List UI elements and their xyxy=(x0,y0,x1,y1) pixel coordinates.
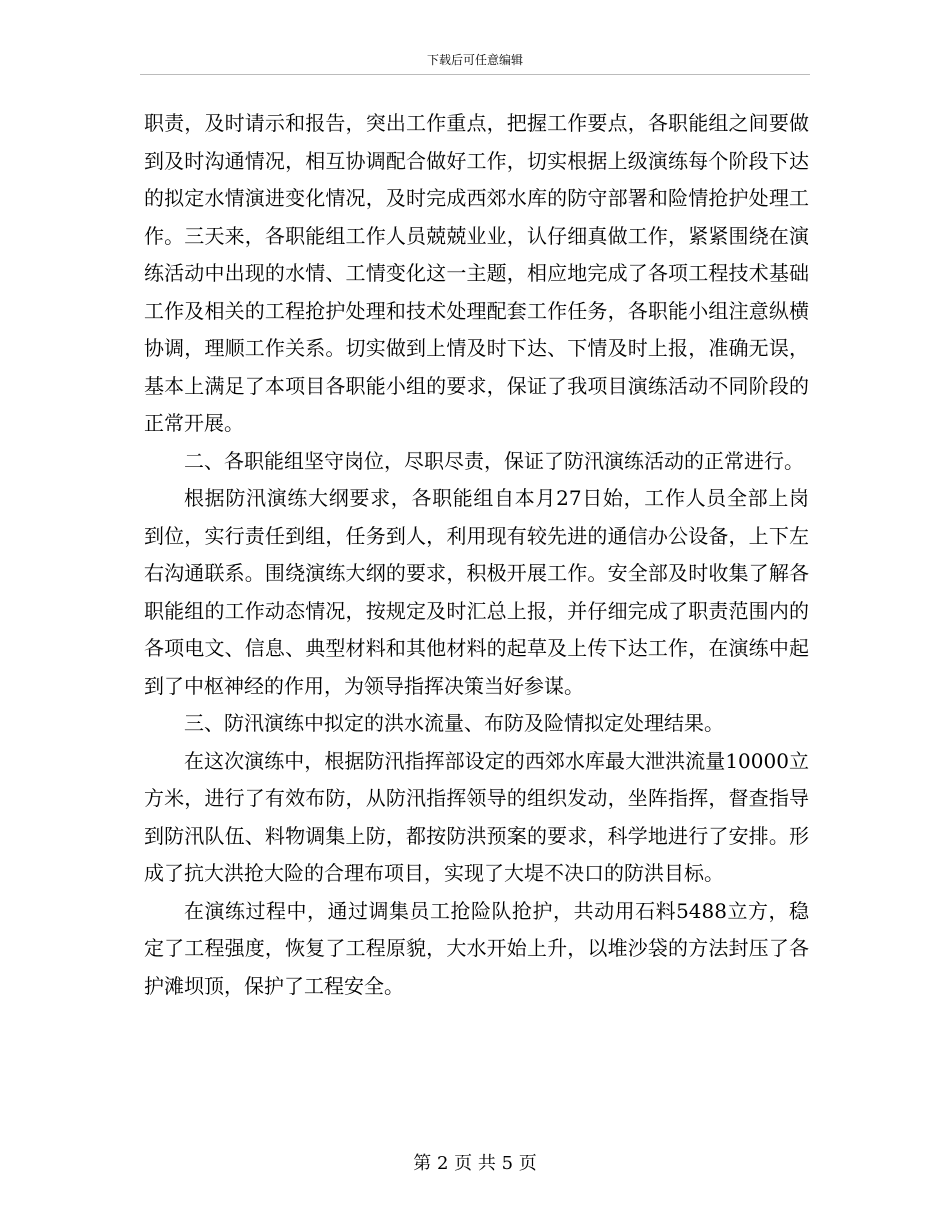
paragraph-continuation: 职责，及时请示和报告，突出工作重点，把握工作要点，各职能组之间要做到及时沟通情况，相互协调配合做好工作，切实根据上级演练每个阶段下达的拟定水情演进变化情况，及时完成西郊水库的防守部署和险情抢护处理工作。三天来，各职能组工作人员兢兢业业，认仔细真做工作，紧紧围绕在演练活动中出现的水情、工情变化这一主题，相应地完成了各项工程技术基础工作及相关的工程抢护处理和技术处理配套工作任务，各职能小组注意纵横协调，理顺工作关系。切实做到上情及时下达、下情及时上报，准确无误，基本上满足了本项目各职能小组的要求，保证了我项目演练活动不同阶段的正常开展。 xyxy=(144,111,809,435)
paragraph: 在演练过程中，通过调集员工抢险队抢护，共动用石料5488立方，稳定了工程强度，恢复了工程原貌，大水开始上升，以堆沙袋的方法封压了各护滩坝顶，保护了工程安全。 xyxy=(144,898,809,998)
paragraph: 在这次演练中，根据防汛指挥部设定的西郊水库最大泄洪流量10000立方米，进行了有效布防，从防汛指挥领导的组织发动，坐阵指挥，督查指导到防汛队伍、料物调集上防，都按防洪预案的要求，科学地进行了安排。形成了抗大洪抢大险的合理布项目，实现了大堤不决口的防洪目标。 xyxy=(144,748,809,885)
section-heading-2: 二、各职能组坚守岗位，尽职尽责，保证了防汛演练活动的正常进行。 xyxy=(184,448,804,473)
header-divider xyxy=(140,74,810,75)
document-body xyxy=(144,105,809,1005)
paragraph: 根据防汛演练大纲要求，各职能组自本月27日始，工作人员全部上岗到位，实行责任到组，任务到人，利用现有较先进的通信办公设备，上下左右沟通联系。围绕演练大纲的要求，积极开展工作。安全部及时收集了解各职能组的工作动态情况，按规定及时汇总上报，并仔细完成了职责范围内的各项电文、信息、典型材料和其他材料的起草及上传下达工作，在演练中起到了中枢神经的作用，为领导指挥决策当好参谋。 xyxy=(144,486,809,698)
section-heading-3: 三、防汛演练中拟定的洪水流量、布防及险情拟定处理结果。 xyxy=(184,711,724,735)
page-number: 第 2 页 共 5 页 xyxy=(413,1153,537,1174)
page-header: 下载后可任意编辑 xyxy=(426,53,523,67)
